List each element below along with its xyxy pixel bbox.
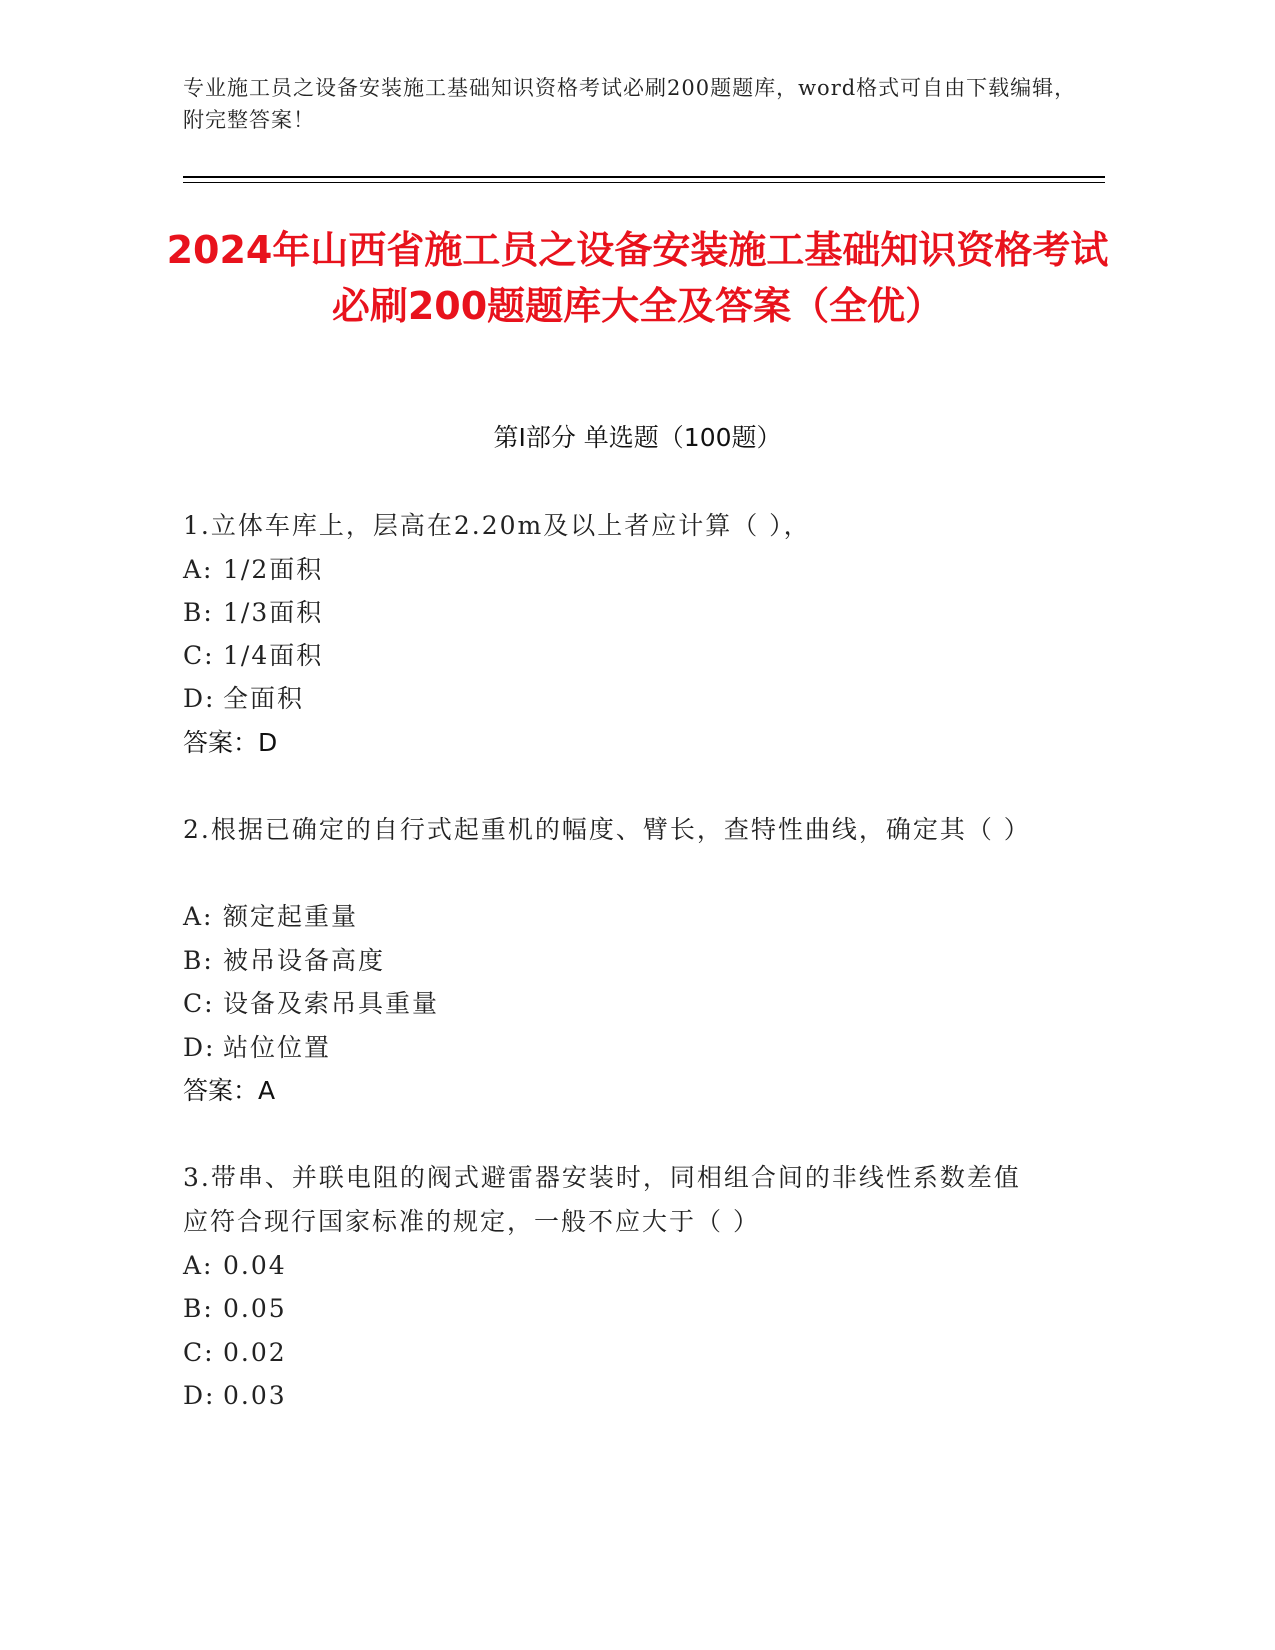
question-1-text: 1.立体车库上，层高在2.20m及以上者应计算（ ）， (183, 511, 811, 540)
question-3-option-a (183, 1248, 1043, 1284)
option-letter: C: (183, 641, 215, 670)
option-text: 站位位置 (223, 1033, 332, 1062)
question-1-option-d (183, 681, 1043, 717)
option-letter: C: (183, 989, 215, 1018)
question-3-option-c (183, 1335, 1043, 1371)
option-letter: A: (183, 1251, 214, 1280)
option-letter: D: (183, 684, 216, 713)
option-text: 0.04 (223, 1251, 287, 1280)
question-2-option-b (183, 943, 1043, 979)
question-1-option-b (183, 595, 1043, 631)
option-text: 1/2面积 (223, 555, 324, 584)
option-text: 1/4面积 (223, 641, 324, 670)
option-letter: B: (183, 598, 214, 627)
option-letter: B: (183, 1294, 214, 1323)
option-letter: A: (183, 555, 214, 584)
header-divider-thick (183, 176, 1105, 178)
option-text: 0.02 (223, 1338, 287, 1367)
option-text: 0.03 (223, 1381, 287, 1410)
question-1-option-c (183, 638, 1043, 674)
option-text: 0.05 (223, 1294, 287, 1323)
question-2-answer: 答案：A (183, 1076, 276, 1105)
option-text: 额定起重量 (223, 902, 359, 931)
option-letter: B: (183, 946, 214, 975)
header-note: 专业施工员之设备安装施工基础知识资格考试必刷200题题库，word格式可自由下载编辑，附完整答案！ (183, 76, 1077, 132)
question-1-option-a (183, 552, 1043, 588)
question-2-option-a (183, 899, 1043, 935)
option-letter: C: (183, 1338, 215, 1367)
question-2-option-d (183, 1030, 1043, 1066)
option-text: 被吊设备高度 (223, 946, 386, 975)
section-title: 第I部分 单选题（100题） (493, 423, 782, 452)
option-letter: A: (183, 902, 214, 931)
option-text: 设备及索吊具重量 (223, 989, 440, 1018)
document-title: 2024年山西省施工员之设备安装施工基础知识资格考试必刷200题题库大全及答案（全优） (166, 228, 1109, 328)
option-letter: D: (183, 1381, 216, 1410)
header-divider-thin (183, 182, 1105, 183)
option-letter: D: (183, 1033, 216, 1062)
question-3-option-b (183, 1291, 1043, 1327)
question-2-option-c (183, 986, 1043, 1022)
question-3-text: 3.带串、并联电阻的阀式避雷器安装时，同相组合间的非线性系数差值应符合现行国家标准的规定，一般不应大于（ ） (183, 1163, 1021, 1236)
question-3-option-d (183, 1378, 1043, 1414)
question-2-text: 2.根据已确定的自行式起重机的幅度、臂长，查特性曲线，确定其（ ） (183, 815, 1031, 844)
question-1-answer: 答案：D (183, 728, 278, 757)
option-text: 1/3面积 (223, 598, 324, 627)
option-text: 全面积 (223, 684, 305, 713)
